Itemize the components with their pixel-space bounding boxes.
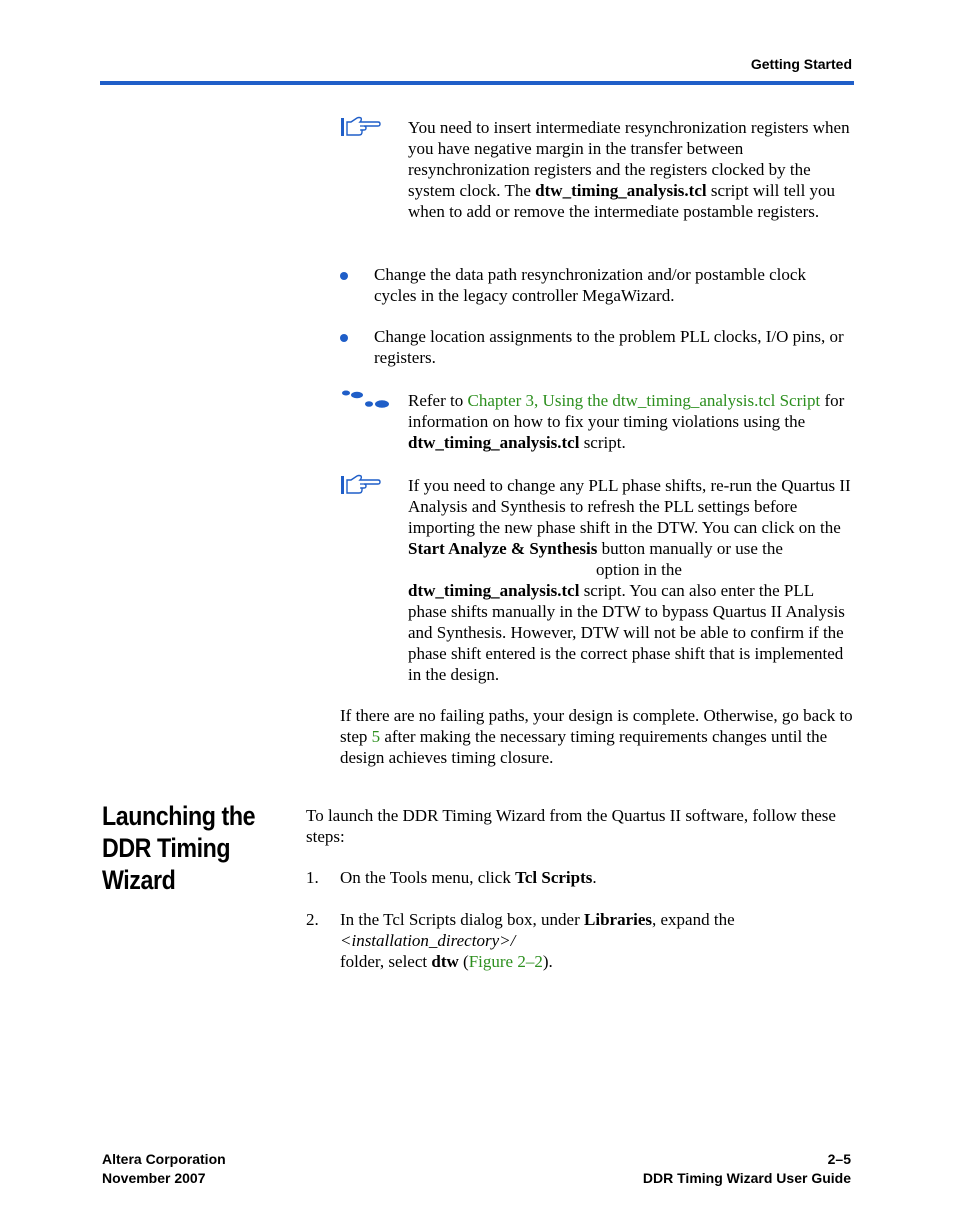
bullet-item: Change the data path resynchronization and/or postamble clock cycles in the legacy controller MegaWizard. <box>374 265 806 305</box>
button-name: Start Analyze & Synthesis <box>408 539 598 558</box>
step-text <box>340 909 854 972</box>
bullet-icon <box>340 272 348 280</box>
step-text-part: In the Tcl Scripts dialog box, under <box>340 910 585 929</box>
script-name: dtw_timing_analysis.tcl <box>408 581 580 600</box>
script-name: dtw_timing_analysis.tcl <box>535 181 707 200</box>
bullet-item: Change location assignments to the problem PLL clocks, I/O pins, or registers. <box>374 327 844 367</box>
ref-text-part: Refer to <box>408 391 468 410</box>
note-text-part: button manually or use the <box>597 539 783 558</box>
reference-text <box>408 390 854 453</box>
note-text-part: If you need to change any PLL phase shifts, re-run the Quartus II Analysis and Synthesis to refresh the PLL settings before importing the new phase shift in the DTW. You can click on the <box>408 476 851 537</box>
bullet-icon <box>340 334 348 342</box>
closing-paragraph <box>340 705 854 768</box>
ref-text-part: script. <box>579 433 626 452</box>
section-heading: Launching the DDR Timing Wizard <box>102 801 256 895</box>
step-5-link[interactable]: 5 <box>371 727 381 746</box>
note-text-part: script will tell you when to add or remove the intermediate postamble registers. <box>408 181 836 221</box>
running-header: Getting Started <box>750 56 852 72</box>
page-number: 2–5 <box>827 1151 851 1167</box>
directory-path: <installation_directory>/ <box>340 931 516 950</box>
figure-link[interactable]: Figure 2–2 <box>468 952 543 971</box>
section-intro: To launch the DDR Timing Wizard from the Quartus II software, follow these steps: <box>306 806 836 846</box>
footer-guide-title: DDR Timing Wizard User Guide <box>642 1170 851 1186</box>
footer-company: Altera Corporation <box>102 1151 226 1167</box>
note-text <box>408 117 854 222</box>
step-text-part: On the Tools menu, click <box>340 868 516 887</box>
step-text <box>340 867 854 888</box>
ref-text-part: for information on how to fix your timing violations using the <box>408 391 845 431</box>
note-text-part: option in the <box>596 560 682 579</box>
step-number: 2. <box>306 910 319 929</box>
step-text-part: , expand the <box>652 910 735 929</box>
script-name: dtw_timing_analysis.tcl <box>408 433 580 452</box>
folder-name: dtw <box>431 952 459 971</box>
hand-pointer-icon <box>340 116 382 138</box>
hand-pointer-icon <box>340 474 382 496</box>
closing-text-part: after making the necessary timing requirements changes until the design achieves timing closure. <box>340 727 828 767</box>
step-text-part: ). <box>542 952 553 971</box>
closing-text-part: If there are no failing paths, your design is complete. Otherwise, go back to step <box>340 706 853 746</box>
note-text-part: script. You can also enter the PLL phase shifts manually in the DTW to bypass Quartus II Analysis and Synthesis. However, DTW will not be able to confirm if the phase shift entered is the correct phase shift that is implemented in the design. <box>408 581 845 684</box>
note-text <box>408 475 854 685</box>
footer-date: November 2007 <box>102 1170 206 1186</box>
step-number: 1. <box>306 868 319 887</box>
ui-label: Libraries <box>584 910 653 929</box>
footprints-icon <box>340 388 392 412</box>
header-rule <box>100 81 854 85</box>
note-text-part: You need to insert intermediate resynchronization registers when you have negative margin in the transfer between resynchronization registers and the registers clocked by the system clock. The <box>408 118 850 200</box>
step-text-part: folder, select <box>340 952 432 971</box>
chapter-3-link[interactable]: Chapter 3, Using the dtw_timing_analysis.tcl Script <box>467 391 821 410</box>
step-text-part: ( <box>458 952 469 971</box>
menu-item-name: Tcl Scripts <box>515 868 593 887</box>
step-text-part: . <box>592 868 597 887</box>
